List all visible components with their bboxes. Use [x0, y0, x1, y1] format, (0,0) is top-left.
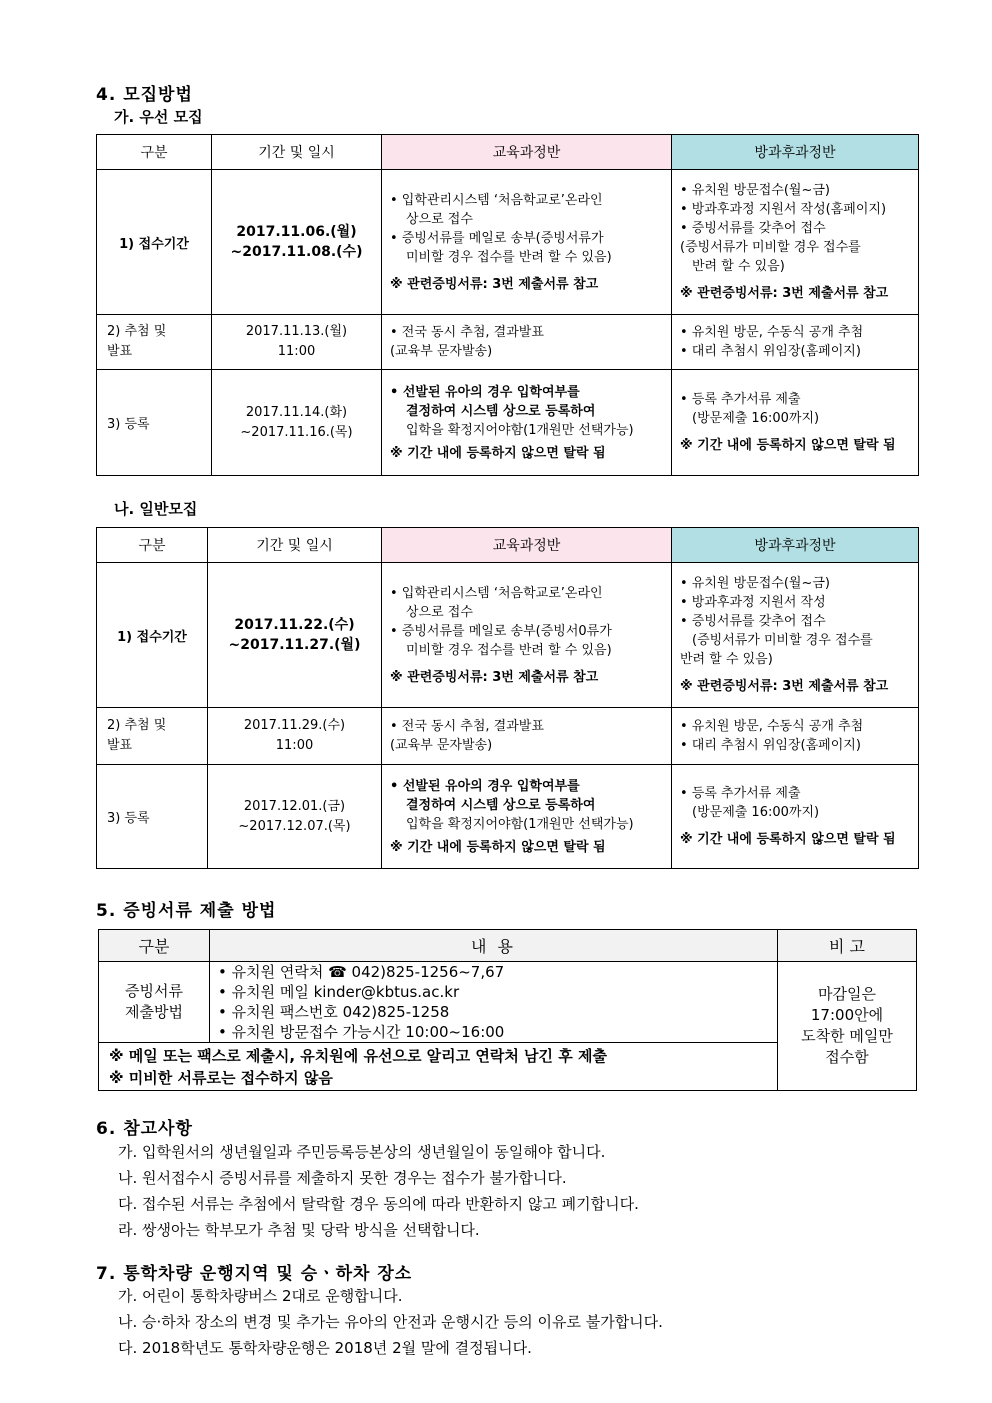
list-item: • 유치원 방문접수(월~금) [680, 183, 830, 198]
list-item: • 대리 추첨시 위임장(홈페이지) [680, 738, 861, 753]
date-start: 2017.11.22.(수) [234, 617, 355, 633]
row-label [97, 708, 208, 765]
date-end: ~2017.11.27.(월) [228, 637, 361, 653]
row-date [208, 765, 382, 869]
list-item: • 방과후과정 지원서 작성(홈페이지) [680, 202, 887, 217]
list-item: • 증빙서류를 갖추어 접수 [680, 221, 826, 236]
remark-line: 도착한 메일만 [801, 1027, 893, 1045]
education-cell [382, 563, 672, 708]
list-item: 나. 원서접수시 증빙서류를 제출하지 못한 경우는 접수가 불가합니다. [118, 1169, 567, 1187]
note: ※ 기간 내에 등록하지 않으면 탈락 됨 [390, 445, 606, 461]
list-item: • 대리 추첨시 위임장(홈페이지) [680, 344, 861, 359]
list-item: 가. 입학원서의 생년월일과 주민등록등본상의 생년월일이 동일해야 합니다. [118, 1143, 606, 1161]
row-date [212, 170, 382, 315]
list-item: 결정하여 시스템 상으로 등록하여 [406, 797, 596, 813]
label-line: 2) 추첨 및 [107, 324, 167, 339]
table-header-row [99, 930, 917, 962]
note: ※ 관련증빙서류: 3번 제출서류 참고 [680, 679, 889, 694]
date-end: ~2017.11.16.(목) [240, 424, 353, 440]
date-start: 2017.11.14.(화) [245, 404, 348, 420]
table-row [97, 170, 919, 315]
education-cell [382, 708, 672, 765]
row-date [208, 708, 382, 765]
label-line: 제출방법 [125, 1003, 183, 1021]
list-item: (증빙서류가 미비할 경우 접수를 [680, 240, 861, 255]
note: ※ 메일 또는 팩스로 제출시, 유치원에 유선으로 알리고 연락처 남긴 후 제출 [109, 1046, 607, 1065]
row-date [212, 315, 382, 370]
label-line: 2) 추첨 및 [107, 718, 167, 733]
list-item: 상으로 접수 [406, 604, 473, 620]
table-row [97, 315, 919, 370]
header-education: 교육과정반 [382, 135, 672, 170]
list-item: 미비할 경우 접수를 반려 할 수 있음) [406, 249, 612, 265]
date-start: 2017.11.06.(월) [236, 224, 357, 240]
date-time: 11:00 [275, 738, 314, 753]
remark-line: 마감일은 [818, 985, 876, 1003]
document-submission-table [98, 929, 917, 1091]
header-category: 구분 [97, 135, 212, 170]
note: ※ 기간 내에 등록하지 않으면 탈락 됨 [680, 438, 896, 453]
content-cell [210, 962, 778, 1043]
list-item: • 선발된 유아의 경우 입학여부를 [390, 384, 580, 400]
education-cell [382, 315, 672, 370]
list-item: 결정하여 시스템 상으로 등록하여 [406, 403, 596, 419]
table-row [99, 962, 917, 1043]
table-row [97, 708, 919, 765]
header-category: 구분 [97, 528, 208, 563]
table-row [97, 563, 919, 708]
list-item: 반려 할 수 있음) [680, 652, 773, 667]
afterschool-cell [672, 563, 919, 708]
date-end: ~2017.12.07.(목) [238, 818, 351, 834]
list-item: • 유치원 연락처 ☎ 042)825-1256~7,67 [218, 963, 505, 981]
row-label [97, 315, 212, 370]
table-header-row [97, 135, 919, 170]
label-line: 증빙서류 [125, 982, 183, 1000]
note: ※ 관련증빙서류: 3번 제출서류 참고 [680, 286, 889, 301]
list-item: 반려 할 수 있음) [692, 259, 785, 274]
list-item: (증빙서류가 미비할 경우 접수를 [692, 633, 873, 648]
date-start: 2017.11.13.(월) [245, 324, 348, 339]
list-item: (교육부 문자발송) [390, 738, 493, 753]
list-item: 입학을 확정지어야함(1개원만 선택가능) [406, 422, 634, 438]
table-row [97, 370, 919, 476]
general-recruit-title: 나. 일반모집 [114, 500, 198, 518]
section-5-title: 5. 증빙서류 제출 방법 [96, 901, 277, 921]
list-item: • 등록 추가서류 제출 [680, 786, 801, 801]
list-item: • 증빙서류를 갖추어 접수 [680, 614, 826, 629]
reference-list [118, 1139, 639, 1243]
list-item: • 선발된 유아의 경우 입학여부를 [390, 778, 580, 794]
list-item: 상으로 접수 [406, 211, 473, 227]
remark-line: 17:00안에 [810, 1006, 884, 1024]
header-afterschool: 방과후과정반 [672, 135, 919, 170]
date-time: 11:00 [277, 344, 316, 359]
row-date [212, 370, 382, 476]
afterschool-cell [672, 170, 919, 315]
list-item: • 증빙서류를 메일로 송부(증빙서0류가 [390, 623, 612, 639]
header-category: 구분 [99, 930, 210, 962]
header-period: 기간 및 일시 [212, 135, 382, 170]
header-education: 교육과정반 [382, 528, 672, 563]
list-item: 나. 승·하차 장소의 변경 및 추가는 유아의 안전과 운행시간 등의 이유로 불가합니다. [118, 1313, 663, 1331]
afterschool-cell [672, 708, 919, 765]
note: ※ 기간 내에 등록하지 않으면 탈락 됨 [680, 832, 896, 847]
date-start: 2017.11.29.(수) [243, 718, 346, 733]
list-item: (방문제출 16:00까지) [692, 411, 820, 426]
afterschool-cell [672, 370, 919, 476]
table-header-row [97, 528, 919, 563]
priority-recruit-title: 가. 우선 모집 [114, 108, 203, 126]
list-item: (교육부 문자발송) [390, 344, 493, 359]
list-item: 다. 2018학년도 통학차량운행은 2018년 2월 말에 결정됩니다. [118, 1339, 532, 1357]
education-cell [382, 170, 672, 315]
date-end: ~2017.11.08.(수) [230, 244, 363, 260]
list-item: • 유치원 방문접수(월~금) [680, 576, 830, 591]
list-item: • 등록 추가서류 제출 [680, 392, 801, 407]
priority-recruit-table [96, 134, 919, 476]
list-item: • 유치원 방문, 수동식 공개 추첨 [680, 325, 864, 340]
list-item: • 방과후과정 지원서 작성 [680, 595, 826, 610]
list-item: • 입학관리시스템 ‘처음학교로’온라인 [390, 192, 603, 208]
note: ※ 기간 내에 등록하지 않으면 탈락 됨 [390, 839, 606, 855]
section-4-title: 4. 모집방법 [96, 85, 193, 105]
label-line: 발표 [107, 344, 133, 359]
section-7-title: 7. 통학차량 운행지역 및 승ㆍ하차 장소 [96, 1264, 413, 1284]
list-item: • 유치원 방문접수 가능시간 10:00~16:00 [218, 1023, 505, 1041]
remark-cell [778, 962, 917, 1091]
note: ※ 관련증빙서류: 3번 제출서류 참고 [390, 669, 599, 685]
education-cell [382, 370, 672, 476]
list-item: 라. 쌍생아는 학부모가 추첨 및 당락 방식을 선택합니다. [118, 1221, 480, 1239]
list-item: • 전국 동시 추첨, 결과발표 [390, 325, 544, 340]
list-item: 미비할 경우 접수를 반려 할 수 있음) [406, 642, 612, 658]
row-label [99, 962, 210, 1043]
list-item: • 증빙서류를 메일로 송부(증빙서류가 [390, 230, 604, 246]
row-label: 3) 등록 [97, 765, 208, 869]
table-row [97, 765, 919, 869]
header-afterschool: 방과후과정반 [672, 528, 919, 563]
header-content: 내 용 [210, 930, 778, 962]
section-6-title: 6. 참고사항 [96, 1119, 193, 1139]
remark-line: 접수함 [825, 1048, 869, 1066]
list-item: • 유치원 메일 kinder@kbtus.ac.kr [218, 983, 460, 1001]
education-cell [382, 765, 672, 869]
note: ※ 미비한 서류로는 접수하지 않음 [109, 1068, 333, 1087]
list-item: 입학을 확정지어야함(1개원만 선택가능) [406, 816, 634, 832]
header-remark: 비 고 [778, 930, 917, 962]
afterschool-cell [672, 315, 919, 370]
general-recruit-table [96, 527, 919, 869]
list-item: 가. 어린이 통학차량버스 2대로 운행합니다. [118, 1287, 403, 1305]
row-label: 1) 접수기간 [97, 563, 208, 708]
list-item: (방문제출 16:00까지) [692, 805, 820, 820]
list-item: • 입학관리시스템 ‘처음학교로’온라인 [390, 585, 603, 601]
notes-cell [99, 1043, 778, 1091]
row-label: 3) 등록 [97, 370, 212, 476]
list-item: 다. 접수된 서류는 추첨에서 탈락할 경우 동의에 따라 반환하지 않고 폐기합니다. [118, 1195, 639, 1213]
header-period: 기간 및 일시 [208, 528, 382, 563]
afterschool-cell [672, 765, 919, 869]
row-label: 1) 접수기간 [97, 170, 212, 315]
list-item: • 전국 동시 추첨, 결과발표 [390, 719, 544, 734]
note: ※ 관련증빙서류: 3번 제출서류 참고 [390, 276, 599, 292]
date-start: 2017.12.01.(금) [243, 798, 346, 814]
list-item: • 유치원 방문, 수동식 공개 추첨 [680, 719, 864, 734]
row-date [208, 563, 382, 708]
list-item: • 유치원 팩스번호 042)825-1258 [218, 1003, 450, 1021]
label-line: 발표 [107, 738, 133, 753]
bus-info-list [118, 1283, 663, 1361]
